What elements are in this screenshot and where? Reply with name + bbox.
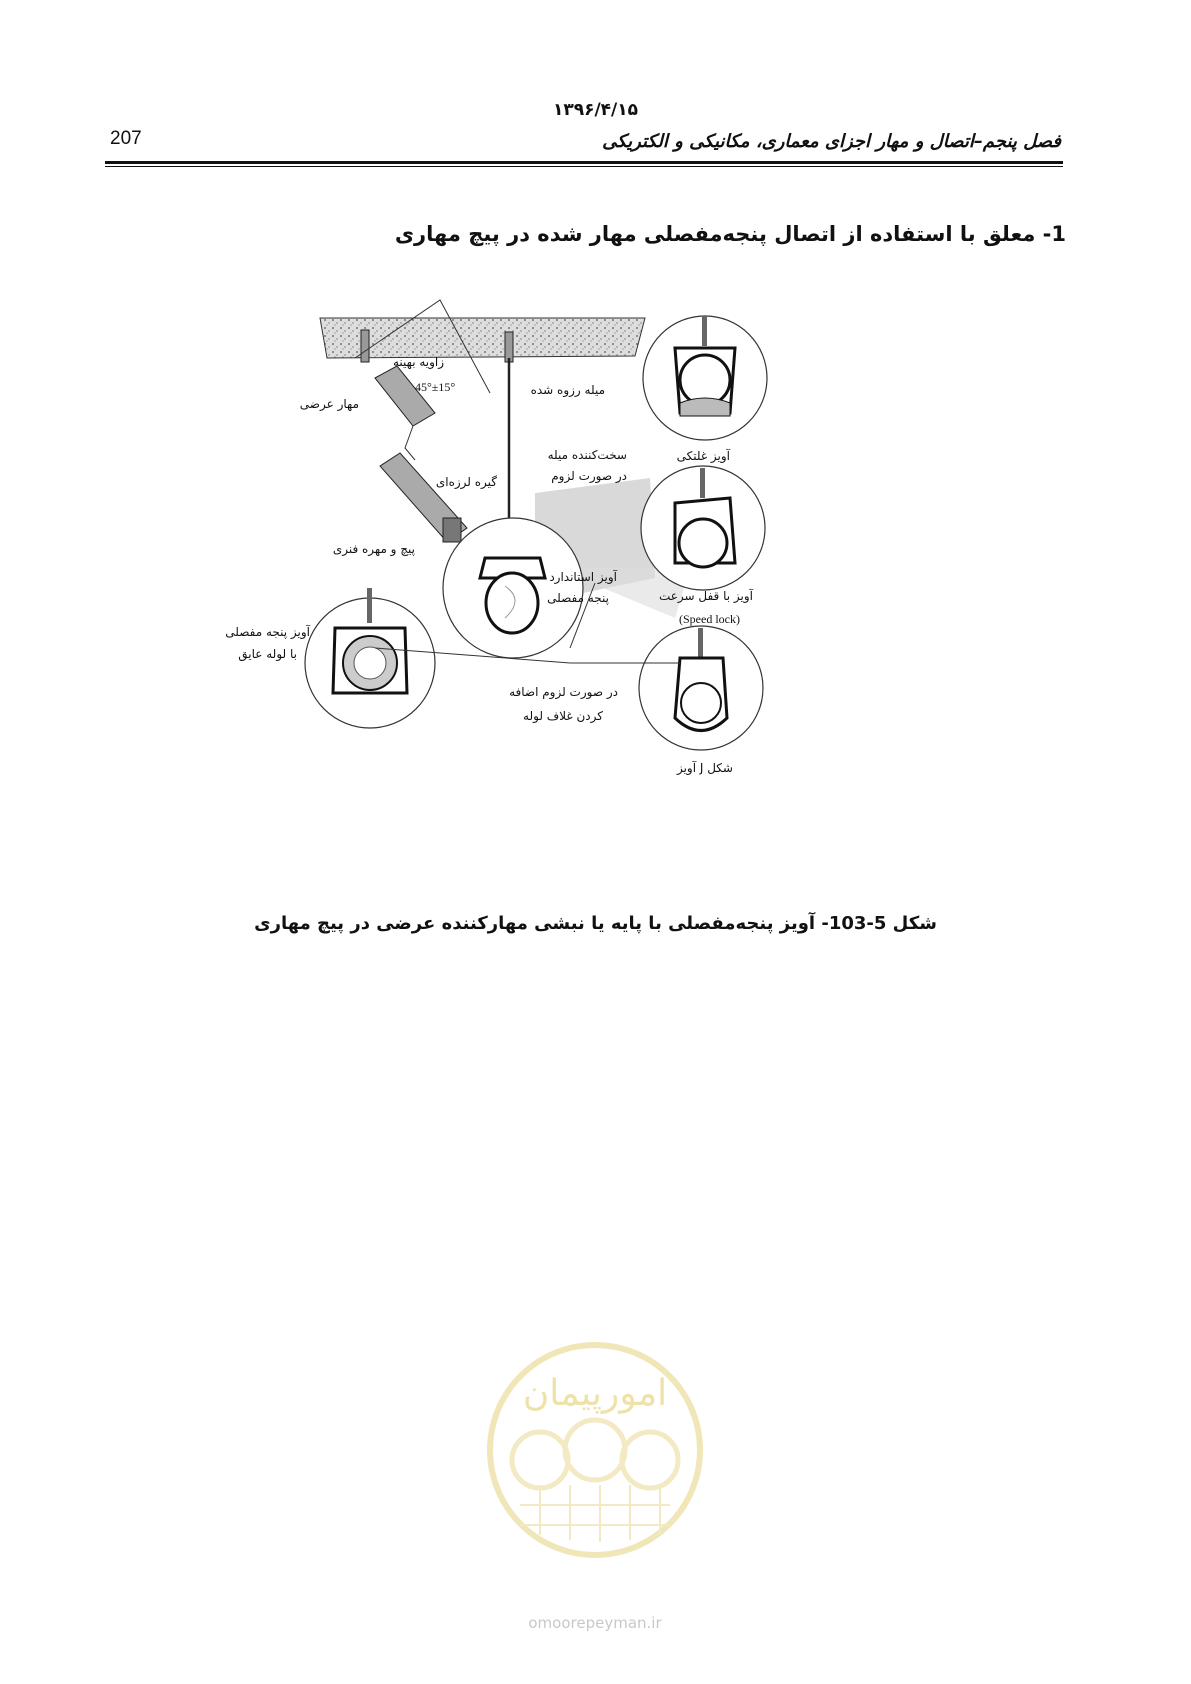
watermark-logo-text: امورپیمان xyxy=(522,1373,668,1414)
label-insulated-hanger-2: با لوله عایق xyxy=(238,647,297,661)
label-standard-hanger-2: پنجه مفصلی xyxy=(547,591,609,605)
figure-caption: شکل 5-103- آویز پنجه‌مفصلی با پایه یا نبشی مهارکننده عرضی در پیچ مهاری xyxy=(254,913,937,934)
label-threaded-rod: میله رزوه شده xyxy=(530,383,605,397)
label-sleeve-note-2: کردن غلاف لوله xyxy=(523,709,603,723)
hanger-figure xyxy=(225,318,835,838)
anchor-bolt-icon xyxy=(505,332,513,362)
label-rod-stiffener-2: در صورت لزوم xyxy=(551,469,627,483)
chapter-title: فصل پنجم–اتصال و مهار اجزای معماری، مکانیکی و الکتریکی xyxy=(602,131,1061,152)
anchor-bolt-icon xyxy=(361,330,369,362)
speed-lock-hanger-detail xyxy=(641,466,765,590)
label-sleeve-note-1: در صورت لزوم اضافه xyxy=(509,685,618,699)
roller-hanger-detail xyxy=(643,316,767,440)
label-j-hanger: آویز J شکل xyxy=(676,761,733,775)
header-rule-thin xyxy=(105,166,1063,167)
label-seismic-clip: گیره لرزه‌ای xyxy=(435,475,497,489)
section-heading: 1- معلق با استفاده از اتصال پنجه‌مفصلی مهار شده در پیچ مهاری xyxy=(394,222,1066,246)
label-speed-lock-en: (Speed lock) xyxy=(679,612,740,626)
label-rod-stiffener-1: سخت‌کننده میله xyxy=(547,448,627,462)
label-angle-value: 45°±15° xyxy=(415,380,456,394)
header-rule-thick xyxy=(105,161,1063,164)
watermark-site-text: omoorepeyman.ir xyxy=(528,1614,662,1632)
page-number: 207 xyxy=(110,128,142,149)
j-hanger-detail xyxy=(639,626,763,750)
watermark-logo-icon xyxy=(460,1310,730,1640)
document-date: ۱۳۹۶/۴/۱۵ xyxy=(552,100,639,120)
label-optimal-angle: زاویه بهینه xyxy=(393,355,445,369)
label-spring-bolt-nut: پیچ و مهره فنری xyxy=(332,542,415,556)
label-speed-lock-hanger: آویز با قفل سرعت xyxy=(658,589,753,603)
insulated-hanger-detail xyxy=(305,588,435,728)
label-transverse-brace: مهار عرضی xyxy=(299,397,359,411)
label-standard-hanger-1: آویز استاندارد xyxy=(549,570,617,584)
standard-hanger-detail xyxy=(443,518,583,658)
label-roller-hanger: آویز غلتکی xyxy=(676,449,730,463)
label-insulated-hanger-1: آویز پنجه مفصلی xyxy=(225,625,310,639)
